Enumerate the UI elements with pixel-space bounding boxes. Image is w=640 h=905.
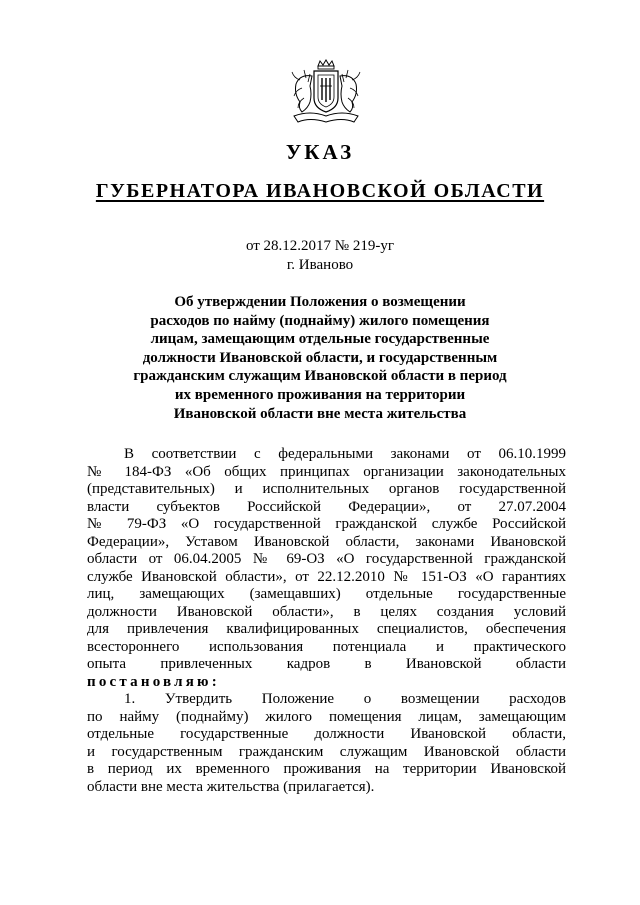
- item-line: и государственным гражданским служащим Ивановской области: [87, 743, 566, 760]
- preamble-line: № 79-ФЗ «О государственной гражданской службе Российской: [87, 516, 566, 532]
- preamble-line: должности Ивановской области», в целях создания условий: [87, 603, 566, 620]
- subject-line: гражданским служащим Ивановской области в период: [133, 368, 507, 385]
- document-body: [87, 446, 566, 796]
- document-date-number: от 28.12.2017 № 219-уг: [245, 238, 395, 254]
- document-type-heading: УКАЗ: [285, 140, 355, 164]
- preamble-line: В соответствии с федеральными законами от 06.10.1999: [124, 446, 566, 462]
- document-city: г. Иваново: [286, 257, 354, 273]
- item-line: 1. Утвердить Положение о возмещении расходов: [124, 691, 566, 707]
- subject-line: Об утверждении Положения о возмещении: [174, 294, 466, 310]
- item-line: отдельные государственные должности Ивановской области,: [87, 726, 566, 742]
- subject-line: их временного проживания на территории: [174, 386, 466, 403]
- subject-line: расходов по найму (поднайму) жилого помещения: [150, 312, 490, 329]
- item-line: области вне места жительства (прилагается).: [87, 778, 375, 795]
- document-subject: [110, 293, 530, 423]
- subject-line: Ивановской области вне места жительства: [173, 405, 467, 422]
- subject-line: лицам, замещающим отдельные государственные: [150, 331, 490, 348]
- issuer-heading: [0, 180, 640, 203]
- item-line: по найму (поднайму) жилого помещения лицам, замещающим: [87, 708, 566, 725]
- preamble-line: службе Ивановской области», от 22.12.2010 № 151-ОЗ «О гарантиях: [87, 568, 566, 585]
- issuer-heading-text: ГУБЕРНАТОРА ИВАНОВСКОЙ ОБЛАСТИ: [95, 180, 545, 202]
- preamble-line: № 184-ФЗ «Об общих принципах организации законодательных: [87, 463, 566, 480]
- decree-word: постановляю:: [87, 673, 220, 690]
- subject-line: должности Ивановской области, и государственным: [142, 349, 498, 366]
- preamble-line: Федерации», Уставом Ивановской области, законами Ивановской: [87, 533, 566, 550]
- preamble-line: власти субъектов Российской Федерации», от 27.07.2004: [87, 498, 566, 515]
- preamble-line: лиц, замещающих (замещавших) отдельные государственные: [87, 586, 566, 602]
- coat-of-arms-icon: [288, 58, 364, 124]
- preamble-line: для привлечения квалифицированных специалистов, обеспечения: [87, 621, 566, 637]
- preamble-line: всестороннего использования потенциала и практического: [87, 638, 566, 655]
- item-line: в период их временного проживания на территории Ивановской: [87, 761, 566, 777]
- preamble-line: опыта привлеченных кадров в Ивановской области: [87, 656, 566, 672]
- preamble-line: (представительных) и исполнительных органов государственной: [87, 481, 566, 497]
- preamble-line: области от 06.04.2005 № 69-ОЗ «О государственной гражданской: [87, 551, 566, 567]
